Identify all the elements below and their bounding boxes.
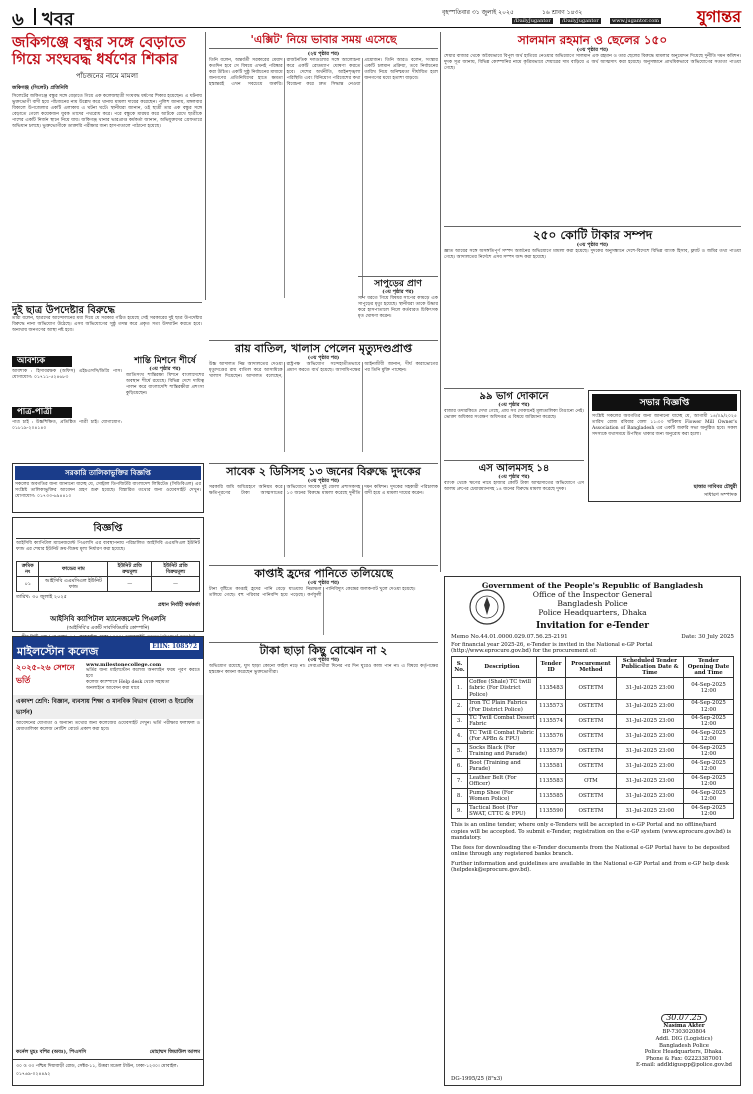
tender-signer: Nasima Akter xyxy=(663,1022,705,1029)
tender-cell: Leather Belt (For Officer) xyxy=(467,774,536,789)
jump-line: (৩য় পৃষ্ঠার পর) xyxy=(576,47,609,54)
tender-cell: OSTETM xyxy=(566,789,617,804)
article-99-shops xyxy=(444,388,584,458)
jump-line: (৩য় পৃষ্ঠার পর) xyxy=(307,657,340,664)
tender-cell: 04-Sep-2025 12:00 xyxy=(684,714,734,729)
headline: সালমান রহমান ও ছেলের ১৫০ xyxy=(517,33,668,47)
milestone-website: www.milestonecollege.com xyxy=(86,662,162,668)
tender-cell: 1135576 xyxy=(536,729,565,744)
article-body: টানা বৃষ্টিতে কাপ্তাই হ্রদের পানি বেড়ে যাওয়ায় নিম্নাঞ্চল তলিয়ে গেছে। বহু পরিবার পানিবন্দি হয়ে পড়েছে। কর্ণফুলী পানিবিদ্যুৎ কেন্দ্রের জলকপাট খুলে দেওয়া হয়েছে। xyxy=(209,586,416,598)
tender-header-cell: S. No. xyxy=(452,657,468,678)
jump-line: (৩য় পৃষ্ঠার পর) xyxy=(576,242,609,249)
tender-cell: OSTETM xyxy=(566,729,617,744)
tender-row xyxy=(452,774,734,789)
listing-notice-title: সরকারি তালিকাভুক্তির বিজ্ঞপ্তি xyxy=(15,466,201,480)
tender-cell: 1135585 xyxy=(536,789,565,804)
article-body: সিলেটের জকিগঞ্জে বন্ধুর সঙ্গে বেড়াতে গিয়ে এক কলেজছাত্রী সংঘবদ্ধ ধর্ষণের শিকার হয়েছেন। এ ঘটনায় ভুক্তভোগী বাদী হয়ে পাঁচজনের নাম উল্লেখ করে থানায় মামলা দায়ের করেছেন। পুলিশ জানায়, মঙ্গলবার বিকালে উপজেলার একটি এলাকায় এ ঘটনা ঘটে। স্থানীয়রা জানান, ওই ছাত্রী তার এক বন্ধুর সঙ্গে বেড়াতে গেলে কয়েকজন যুবক তাদের পথরোধ করে। পরে বন্ধুকে মারধর করে আটকে রেখে ছাত্রীকে পাশের একটি নির্জন স্থানে নিয়ে যায়। জকিগঞ্জ থানার ভারপ্রাপ্ত কর্মকর্তা জানান, অভিযুক্তদের গ্রেফতারে অভিযান চলছে। ভুক্তভোগীকে ডাক্তারি পরীক্ষার জন্য হাসপাতালে পাঠানো হয়েছে। xyxy=(12,93,202,130)
icb-org-sub: (আইসিবি'র একটি সাবসিডিয়ারি কোম্পানি) xyxy=(66,626,150,631)
tender-row xyxy=(452,729,734,744)
milestone-body: আবেদনের যোগ্যতা ও অন্যান্য তথ্যের জন্য কলেজের ওয়েবসাইট দেখুন। ভর্তি পরীক্ষার ফলাফল ও মেধাতালিকা কলেজ নোটিশ বোর্ডে প্রকাশ করা হবে। xyxy=(16,721,200,733)
tender-cell: 04-Sep-2025 12:00 xyxy=(684,789,734,804)
tender-title: Invitation for e-Tender xyxy=(535,621,650,631)
tender-org-1: Government of the People's Republic of Bangladesh xyxy=(481,581,704,590)
article-peace-mission xyxy=(126,356,204,461)
tender-cell: 04-Sep-2025 12:00 xyxy=(684,678,734,699)
headline: কাপ্তাই হ্রদের পানিতে তলিয়েছে xyxy=(254,567,393,580)
tender-cell: 1135590 xyxy=(536,804,565,819)
tender-cell: Tactical Boot (For SWAT, CTTC & FPU) xyxy=(467,804,536,819)
article-advisers xyxy=(12,302,202,354)
tender-cell: Boot (Training and Parade) xyxy=(467,759,536,774)
article-s-alam xyxy=(444,460,584,570)
meeting-notice-signer: ছাত্তার সাবিবর চৌধুরী xyxy=(693,484,737,490)
section-title: খবর xyxy=(42,9,74,30)
tender-intro: For financial year 2025-26, e-Tender is invited in the National e-GP Portal (http://www.eprocure.gov.bd) for the procurement of: xyxy=(451,642,653,654)
tender-header-cell: Tender Opening Date and Time xyxy=(684,657,734,678)
tender-cell: 31-Jul-2025 23:00 xyxy=(616,678,683,699)
tender-cell: 04-Sep-2025 12:00 xyxy=(684,729,734,744)
tender-cell: OSTETM xyxy=(566,699,617,714)
tender-cell: 31-Jul-2025 23:00 xyxy=(616,714,683,729)
milestone-signer-2: মোহাম্মদ জিয়াউল আলম xyxy=(149,1049,200,1056)
listing-notice-body: সকলের অবগতির জন্য জানানো যাচ্ছে যে, সেন্ট্রাল ডিপজিটরি বাংলাদেশ লিমিটেড (সিডিবিএল) এর সংশ্লিষ্ট তালিকাভুক্তির আবেদন গ্রহণ শুরু হয়েছে। বিস্তারিত তথ্যের জন্য ওয়েবসাইট দেখুন। যোগাযোগ: ০১৭৩৩-৬৯৪৪১০ xyxy=(15,482,201,500)
listing-notice xyxy=(12,463,204,513)
tender-row xyxy=(452,789,734,804)
article-body: বাজার তদারকিতে দেখা গেছে, প্রায় সব দোকানেই মূল্যতালিকা টাঙানো নেই। ভোক্তা অধিকার সংরক্ষণ অধিদপ্তর এ বিষয়ে জরিমানা করেছে। xyxy=(444,408,584,420)
tender-cell: Coffee (Shale) TC twill fabric (For District Police) xyxy=(467,678,536,699)
milestone-class-line: একাদশ শ্রেণি: বিজ্ঞান, ব্যবসায় শিক্ষা ও মানবিক বিভাগ (বাংলা ও ইংরেজি ভার্সন) xyxy=(13,695,203,719)
article-body: শেয়ার বাজার থেকে অবৈধভাবে বিপুল অর্থ হাতিয়ে নেওয়ার অভিযোগে সালমান এফ রহমান ও তার ছেলের বিরুদ্ধে মামলার অনুমোদন দিয়েছে দুর্নীতি দমন কমিশন। দুদক সূত্র জানায়, বিভিন্ন কোম্পানির নামে কৃত্রিমভাবে শেয়ারের দাম বাড়িয়ে এ অর্থ আত্মসাৎ করা হয়েছে। অনুসন্ধানে প্রাথমিকভাবে অভিযোগের সত্যতা পাওয়া গেছে। xyxy=(444,53,741,72)
tender-cell: 31-Jul-2025 23:00 xyxy=(616,804,683,819)
tender-cell: Socks Black (For Training and Parade) xyxy=(467,744,536,759)
milestone-address: ৩০ ও ৩৩ পশ্চিম দিয়াবাড়ী রোড, সেক্টর-১১, উত্তরা মডেল টাউন, ঢাকা-১২৩০। মোবাইল: ০১৭৬৯-০২৪৪৯২ xyxy=(13,1059,203,1080)
meeting-notice-title: সভার বিজ্ঞপ্তি xyxy=(592,394,737,411)
tender-header-cell: Scheduled Tender Publication Date & Time xyxy=(616,657,683,678)
classified-title-1: আবশ্যক xyxy=(12,356,72,367)
tender-cell: 31-Jul-2025 23:00 xyxy=(616,744,683,759)
article-exit xyxy=(209,34,438,304)
tender-dg-number: DG-1995/25 (8"x3) xyxy=(451,1076,503,1082)
tender-cell: 1135579 xyxy=(536,744,565,759)
tender-cell: Pump Shoe (For Women Police) xyxy=(467,789,536,804)
article-body: তারা বলেন, ছাত্রদের আন্দোলনের মধ্য দিয়ে যে সরকার গঠিত হয়েছে সেই সরকারের দুই ছাত্র উপদেষ্টার বিরুদ্ধে নানা অভিযোগ উঠেছে। এসব অভিযোগের সুষ্ঠু তদন্ত করে প্রকৃত সত্য উদঘাটন করতে হবে। অন্যথায় জনগণের আস্থা নষ্ট হবে। xyxy=(12,316,202,334)
milestone-signer-1: কর্নেল মুহঃ বশির (অবঃ), পিএসসি xyxy=(16,1049,87,1056)
jump-line: (৩য় পৃষ্ঠার পর) xyxy=(307,580,340,587)
headline: ২৫০ কোটি টাকার সম্পদ xyxy=(532,228,653,242)
meeting-notice-body: সংশ্লিষ্ট সকলের অবগতির জন্য জানানো যাচ্ছে যে, আগামী ১৪/০৯/২০২৫ তারিখ রোজ রবিবার বেলা ১১:০০ ঘটিকায় Flower Mill Owner's Association of Bangladesh এর একটি জরুরি সভা অনুষ্ঠিত হবে। সকল সদস্যকে যথাসময়ে উপস্থিত থাকার জন্য অনুরোধ করা হলো। xyxy=(592,414,737,438)
icb-price-table: ক্রমিক নং ফান্ডের নাম ইউনিট প্রতি ক্রয়মূল্য ইউনিট প্রতি বিক্রয়মূল্য ০১ আইসিবি এএমসিএল ইউনিট ফান্ড — — xyxy=(16,561,200,592)
article-dcs xyxy=(209,463,438,563)
icb-notice xyxy=(12,517,204,632)
headline: শান্তি মিশনে শীর্ষে xyxy=(134,356,196,366)
social-handle-2: /DailyJugantor xyxy=(562,18,599,24)
tender-cell: 31-Jul-2025 23:00 xyxy=(616,729,683,744)
tender-note-2: The fees for downloading the e-Tender documents from the National e-GP Portal have to be deposited online through any registered banks branch. xyxy=(451,844,730,858)
milestone-college-title: মাইলস্টোন কলেজ xyxy=(17,645,99,658)
article-gang-rape xyxy=(12,34,202,324)
article-body: জাতিসংঘ শান্তিরক্ষা মিশনে বাংলাদেশের অবস্থান শীর্ষে রয়েছে। বিভিন্ন দেশে দায়িত্ব পালন করে বাংলাদেশি শান্তিরক্ষীরা প্রশংসা কুড়িয়েছেন। xyxy=(126,372,204,396)
article-body: ব্যাংক থেকে ঋণের নামে হাজার কোটি টাকা আত্মসাতের অভিযোগে এস আলম গ্রুপের চেয়ারম্যানসহ ১৪ জনের বিরুদ্ধে মামলা করেছে দুদক। xyxy=(444,480,584,492)
tender-cell: TC Twill Combat Desert Fabric xyxy=(469,715,535,728)
classified-section xyxy=(12,356,122,461)
headline: ৯৯ ভাগ দোকানে xyxy=(479,391,549,402)
tender-header-cell: Tender ID xyxy=(536,657,565,678)
milestone-session: ২০২৫-২৬ সেশনে ভর্তি xyxy=(16,662,75,685)
milestone-eiin: EIIN: 108572 xyxy=(152,643,197,650)
tender-cell: 04-Sep-2025 12:00 xyxy=(684,774,734,789)
article-body: জ্ঞাত আয়ের সঙ্গে অসঙ্গতিপূর্ণ সম্পদ অর্জনের অভিযোগে মামলা করা হয়েছে। দুদকের অনুসন্ধানে দেশে-বিদেশে বিভিন্ন ব্যাংক হিসাব, ফ্ল্যাট ও জমির তথ্য পাওয়া গেছে। আদালতের নির্দেশে এসব সম্পদ জব্দ করা হয়েছে। xyxy=(444,248,741,261)
tender-org-3: Bangladesh Police xyxy=(557,599,628,608)
tender-cell: 4. xyxy=(452,729,468,744)
meeting-notice xyxy=(588,390,741,502)
headline: টাকা ছাড়া কিছু বোঝেন না ২ xyxy=(259,644,388,657)
tender-row xyxy=(452,678,734,699)
meeting-notice-signer-title: সাধারণ সম্পাদক xyxy=(703,492,737,498)
tender-cell: 1135581 xyxy=(536,759,565,774)
jump-line: (৩য় পৃষ্ঠার পর) xyxy=(382,289,414,296)
article-body: তিনি বলেন, অন্তর্বর্তী সরকারের মেয়াদ কতদিন হবে সে বিষয়ে এখনই পরিষ্কার করা উচিত। একটি সুষ্ঠু নির্বাচনের মাধ্যমে জনগণের প্রতিনিধিদের হাতে ক্ষমতা হস্তান্তরই এখন সবচেয়ে জরুরি। রাজনৈতিক দলগুলোর সঙ্গে আলোচনা করে একটি রোডম্যাপ ঘোষণা করতে হবে। দেশের অর্থনীতি, আইনশৃঙ্খলা পরিস্থিতি এবং বিনিয়োগ পরিবেশের কথা বিবেচনা করে দ্রুত সিদ্ধান্ত নেওয়া প্রয়োজন। তিনি আরও বলেন, সংস্কার একটি চলমান প্রক্রিয়া, তবে নির্বাচনের তারিখ নিয়ে অনিশ্চয়তা দীর্ঘায়িত হলে জনগণের মধ্যে হতাশা বাড়বে। xyxy=(209,57,438,88)
jump-line: (৩য় পৃষ্ঠার পর) xyxy=(307,478,340,485)
tender-cell: 6. xyxy=(452,759,468,774)
issue-date-bangla: ১৬ শ্রাবণ ১৪৩২ xyxy=(542,9,583,16)
tender-cell: 1135574 xyxy=(536,714,565,729)
tender-cell: 31-Jul-2025 23:00 xyxy=(616,699,683,714)
tender-row xyxy=(452,759,734,774)
article-body: সাপ ধরতে গিয়ে বিষধর সাপের কামড়ে এক সাপুড়ের মৃত্যু হয়েছে। স্থানীয়রা তাকে উদ্ধার করে হাসপাতালে নিলে কর্তব্যরত চিকিৎসক মৃত ঘোষণা করেন। xyxy=(358,295,438,319)
tender-cell: 31-Jul-2025 23:00 xyxy=(616,759,683,774)
paper-logo: যুগান্তর xyxy=(696,7,741,26)
tender-cell: 1135583 xyxy=(536,774,565,789)
article-body: অভিযোগ রয়েছে, ঘুস ছাড়া কোনো ফাইল নড়ে না। সেবাপ্রার্থীরা দিনের পর দিন ঘুরেও কাজ পান না। এ বিষয়ে কর্তৃপক্ষের হস্তক্ষেপ কামনা করেছেন ভুক্তভোগীরা। xyxy=(209,663,438,675)
headline: জকিগঞ্জে বন্ধুর সঙ্গে বেড়াতে গিয়ে সংঘবদ্ধ ধর্ষণের শিকার xyxy=(12,33,186,68)
tender-cell: 04-Sep-2025 12:00 xyxy=(684,804,734,819)
tender-row xyxy=(452,699,734,714)
classified-body-2: পাত্র চাই : উচ্চশিক্ষিত, প্রতিষ্ঠিত পাত্রী চাই। যোগাযোগ: ০১৮১৯-২০৪১৪০ xyxy=(12,420,122,432)
tender-memo: Memo No.44.01.0000.029.07.56.25-2191 xyxy=(451,634,568,640)
tender-cell: OSTETM xyxy=(566,759,617,774)
tender-cell: OSTETM xyxy=(566,744,617,759)
tender-date: Date: 30 July 2025 xyxy=(681,634,734,640)
jump-line: (২য় পৃষ্ঠার পর) xyxy=(307,51,340,58)
tender-cell: 31-Jul-2025 23:00 xyxy=(616,774,683,789)
issue-date: বৃহস্পতিবার ৩১ জুলাই ২০২৫ xyxy=(442,9,514,16)
tender-cell: OSTETM xyxy=(566,678,617,699)
tender-row xyxy=(452,714,734,729)
jump-line: (৩য় পৃষ্ঠার পর) xyxy=(498,474,530,481)
icb-org: আইসিবি ক্যাপিটাল ম্যানেজমেন্ট পিএলসি xyxy=(50,614,166,623)
tender-cell: 04-Sep-2025 12:00 xyxy=(684,744,734,759)
police-emblem-icon xyxy=(467,587,507,627)
headline: 'এক্সিট' নিয়ে ভাবার সময় এসেছে xyxy=(209,34,438,49)
tender-cell: 04-Sep-2025 12:00 xyxy=(684,699,734,714)
tender-cell: 9. xyxy=(452,804,468,819)
classified-body-1: আবশ্যক : হিসাবরক্ষক (অফিস) এইচএসসি/ডিগ্রি পাস। যোগাযোগ: ০১৭১১-৫২৪৬৮৩ xyxy=(12,369,122,381)
tender-cell: 31-Jul-2025 23:00 xyxy=(616,789,683,804)
article-salman xyxy=(444,34,741,224)
tender-table xyxy=(451,656,734,819)
tender-cell: TC Twill Combat Fabric (For APBn & FPU) xyxy=(467,729,536,744)
tender-cell: 7. xyxy=(452,774,468,789)
tender-note-1: This is an online tender, where only e-Tenders will be accepted in e-GP Portal and no offline/hard copies will be accepted. To submit e-Tender, registration on the e-GP system (www.eprocure.gov.bd) is mandatory. xyxy=(451,822,732,842)
subheadline: পাঁচজনের নামে মামলা xyxy=(75,71,139,80)
page-number: ৬ xyxy=(12,9,24,30)
tender-org-4: Police Headquarters, Dhaka xyxy=(538,608,647,617)
tender-cell: 1135483 xyxy=(536,678,565,699)
masthead xyxy=(12,6,741,28)
headline: সাবেক ২ ডিসিসহ ১৩ জনের বিরুদ্ধে দুদকের xyxy=(226,465,421,478)
article-bribe xyxy=(209,642,438,1082)
milestone-college-ad: মাইলস্টোন কলেজ EIIN: 108572 ২০২৫-২৬ সেশনে ভর্তি www.milestonecollege.com ভর্তির জন্য মাইলস্টোন কলেজ অনলাইন ফরম পূরণ করতে হবে কলেজ ক্যাম্পাসে Help desk থেকে সহায়তা অনলাইনে আবেদন করা যাবে একাদশ শ্রেণি: বিজ্ঞান, ব্যবসায় শিক্ষা ও মানবিক বিভাগ (বাংলা ও ইংরেজি ভার্সন) আবেদনের যোগ্যতা ও অন্যান্য তথ্যের জন্য কলেজের ওয়েবসাইট দেখুন। ভর্তি পরীক্ষার ফলাফল ও মেধাতালিকা কলেজ নোটিশ বোর্ডে প্রকাশ করা হবে। কর্নেল মুহঃ বশির (অবঃ), পিএসসি মোহাম্মদ জিয়াউল আলম ৩০ ও ৩৩ পশ্চিম দিয়াবাড়ী রোড, সেক্টর-১১, উত্তরা মডেল টাউন, ঢাকা-১২৩০। মোবাইল: ০১৭৬৯-০২৪৪৯২ xyxy=(12,636,204,1086)
website: www.jugantor.com xyxy=(612,18,660,24)
tender-cell: Iron TC Plain Fabrics (For District Police) xyxy=(467,699,536,714)
tender-cell: 8. xyxy=(452,789,468,804)
article-verdict xyxy=(209,340,438,460)
tender-signature-date: 30.07.25 xyxy=(661,1014,707,1023)
tender-cell: 5. xyxy=(452,744,468,759)
tender-cell: 1. xyxy=(452,678,468,699)
jump-line: (৩য় পৃষ্ঠার পর) xyxy=(307,355,340,362)
icb-notice-title: বিজ্ঞপ্তি xyxy=(16,521,200,539)
tender-cell: OSTETM xyxy=(566,804,617,819)
jump-line: (৩য় পৃষ্ঠার পর) xyxy=(149,366,181,373)
article-body: উচ্চ আদালত নিম্ন আদালতের দেওয়া মৃত্যুদণ্ডের রায় বাতিল করে আসামিকে খালাস দিয়েছেন। আদালত বলেছেন, রাষ্ট্রপক্ষ অভিযোগ সন্দেহাতীতভাবে প্রমাণ করতে ব্যর্থ হয়েছে। আসামিপক্ষের আইনজীবী জানান, দীর্ঘ কারাভোগের পর তিনি মুক্তি পাচ্ছেন। xyxy=(209,361,438,379)
tender-cell: OTM xyxy=(566,774,617,789)
tender-header-cell: Procurement Method xyxy=(566,657,617,678)
tender-cell: 1135573 xyxy=(536,699,565,714)
headline: দুই ছাত্র উপদেষ্টার বিরুদ্ধে xyxy=(12,305,115,316)
icb-signer: প্রধান নির্বাহী কর্মকর্তা xyxy=(157,602,200,608)
article-250-crore xyxy=(444,226,741,386)
tender-row xyxy=(452,744,734,759)
tender-cell: OSTETM xyxy=(566,714,617,729)
headline: এস আলমসহ ১৪ xyxy=(478,463,550,474)
classified-title-2: পাত্র-পাত্রী xyxy=(12,407,72,418)
tender-header-cell: Description xyxy=(467,657,536,678)
article-kaptai xyxy=(209,565,438,640)
social-handle-1: /DailyJugantor xyxy=(514,18,551,24)
jump-line: (৩য় পৃষ্ঠার পর) xyxy=(498,402,530,409)
tender-row xyxy=(452,804,734,819)
headline: সাপুড়ের প্রাণ xyxy=(374,279,422,289)
article-body: সরকারি জমি অধিগ্রহণে অনিয়ম করে ক্ষতিপূরণের টাকা আত্মসাতের অভিযোগে সাবেক দুই জেলা প্রশাসকসহ ১৩ জনের বিরুদ্ধে মামলা করেছে দুর্নীতি দমন কমিশন। দুদকের সহকারী পরিচালক বাদী হয়ে এ মামলা দায়ের করেন। xyxy=(209,484,438,496)
tender-cell: 3. xyxy=(452,714,468,729)
byline: জকিগঞ্জ (সিলেট) প্রতিনিধি xyxy=(12,84,68,91)
icb-date: তারিখ: ৩০ জুলাই ২০২৫ xyxy=(16,594,67,600)
headline: রায় বাতিল, খালাস পেলেন মৃত্যুদণ্ডপ্রাপ্ত xyxy=(234,342,413,355)
tender-note-3: Further information and guidelines are available in the National e-GP Portal and from e-GP help desk (helpdesk@eprocure.gov.bd). xyxy=(451,860,729,874)
icb-notice-body: আইসিবি ক্যাপিটাল ম্যানেজমেন্ট পিএলসি এর ব্যবস্থাপনায় পরিচালিত আইসিবি এএমসিএল ইউনিট ফান্ড এর শেয়ার ইউনিট ক্রয়-বিক্রয় মূল্য নির্ধারণ করা হয়েছে। xyxy=(16,541,200,553)
tender-cell: 2. xyxy=(452,699,468,714)
tender-org-2: Office of the Inspector General xyxy=(532,590,653,599)
tender-cell: 04-Sep-2025 12:00 xyxy=(684,759,734,774)
tender-notice: Government of the People's Republic of Bangladesh Office of the Inspector General Bangladesh Police Police Headquarters, Dhaka Invitation for e-Tender Memo No.44.01.0000.029.07.56.25-2191 Date: 30 July 2025 For financial year 2025-26, e-Tender is invited in the National e-GP Portal (http://www.eprocure.gov.bd) for the procurement of: S. No. Description Tender ID Procurement Method Scheduled Tender Publication Date & Time Tender Opening Date and Time 1. Coffee (Shale) TC twill fabric (For District Police) 1135483 OSTETM 31-Jul-2025 23:00 04-Sep-2025 12:00 2. Iron TC Plain Fabrics (For District Police) 1135573 OSTETM 31-Jul-2025 23:00 04-Sep-2025 12:00 3. TC Twill Combat Desert Fabric 1135574 OSTETM 31-Jul-2025 23:00 04-Sep-2025 12:00 4. TC Twill Combat Fabric (For APBn & FPU) 1135576 OSTETM 31-Jul-2025 23:00 04-Sep-2025 12:00 5. Socks Black (For Training and Parade) 1135579 OSTETM 31-Jul-2025 23:00 04-Sep-2025 12:00 6. Boot (Training and Parade) 1135581 OSTETM 31-Jul-2025 23:00 04-Sep-2025 12:00 7. Leather Belt (For Officer) 1135583 OTM 31-Jul-2025 23:00 04-Sep-2025 12:00 8. Pump Shoe (For Women Police) 1135585 OSTETM 31-Jul-2025 23:00 04-Sep-2025 12:00 9. Tactical Boot (For SWAT, CTTC & FPU) 1135590 OSTETM 31-Jul-2025 23:00 04-Sep-2025 12:00 This is an online tender, where only e-Tenders will be accepted in e-GP Portal and no offline/hard copies will be accepted. To submit e-Tender, registration on the e-GP system (www.eprocure.gov.bd) is mandatory. The fees for downloading the e-Tender documents from the National e-GP Portal have to be deposited online through any registered banks branch. Further information and guidelines are available in the National e-GP Portal and from e-GP help desk (helpdesk@eprocure.gov.bd). 30.07.25 Nasima Akter BP-7303020804 Addl. DIG (Logistics) Bangladesh Police Police Headquarters, Dhaka. Phone & Fax: 02223387001 E-mail: addldiguspp@police.gov.bd DG-1995/25 (8"x3) xyxy=(444,576,741,1086)
article-snake-charmer xyxy=(358,276,438,336)
